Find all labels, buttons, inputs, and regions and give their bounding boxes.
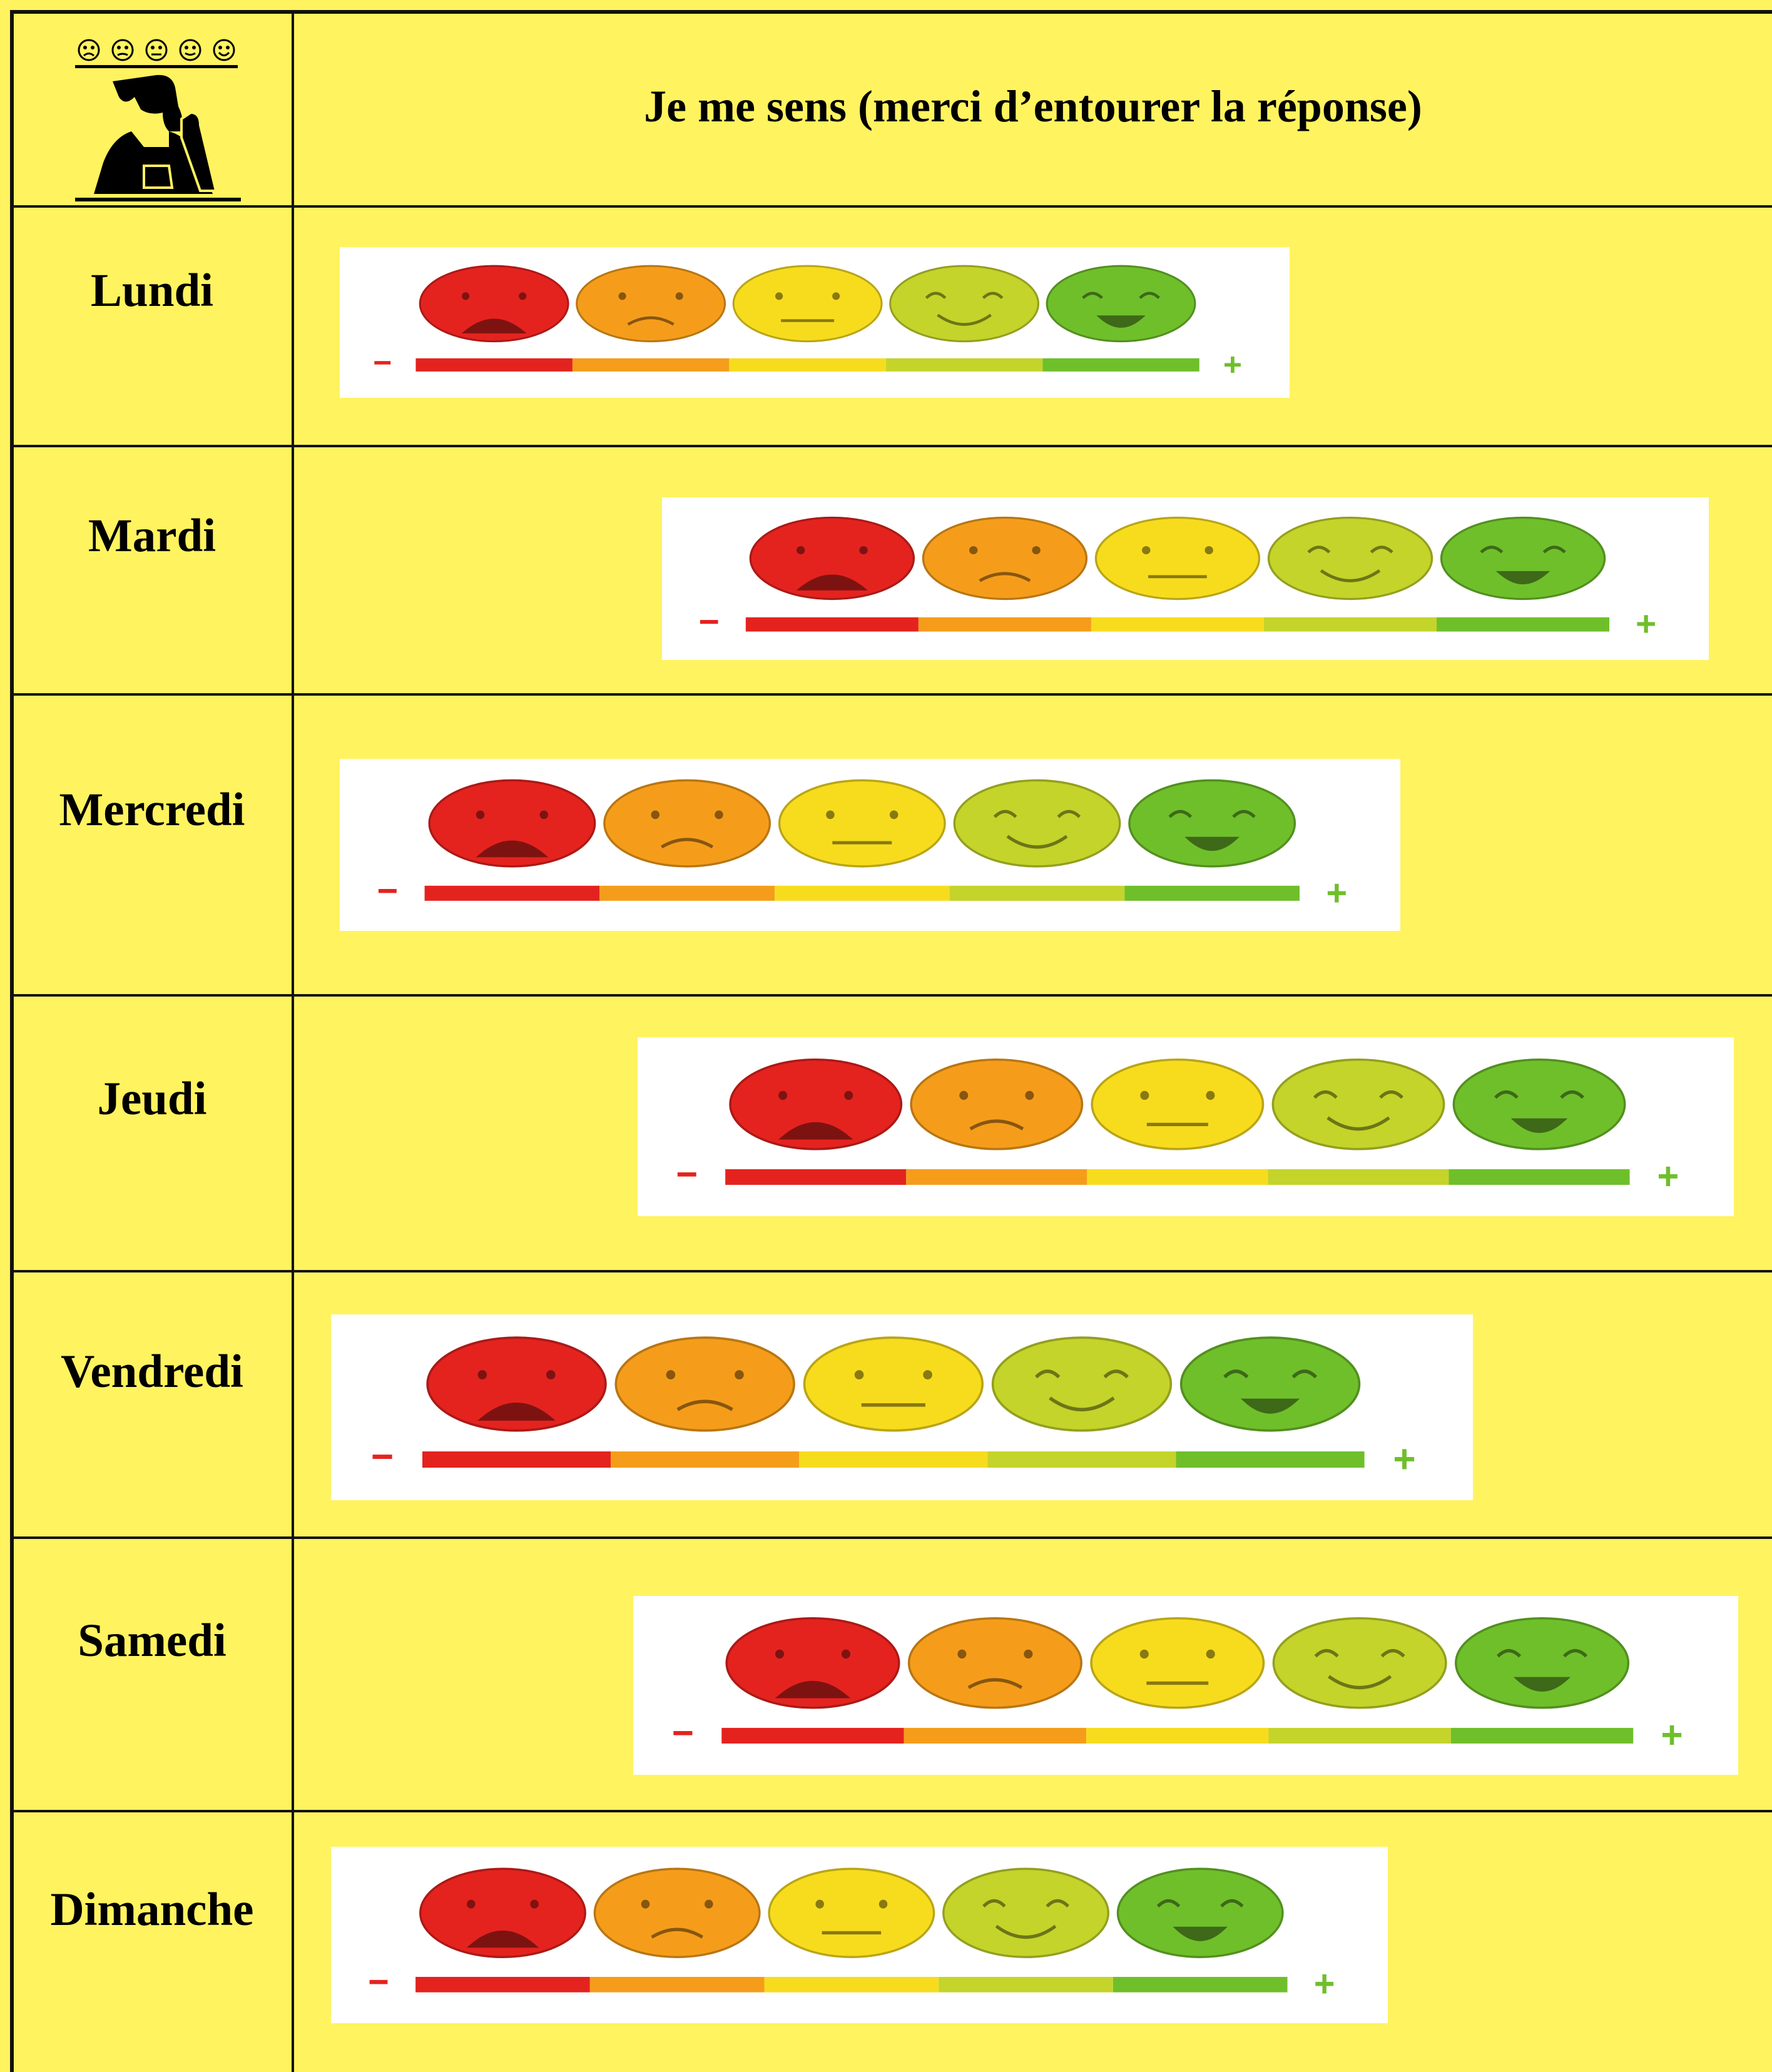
scale-bar-segment	[764, 1977, 939, 1993]
day-label-vendredi: Vendredi	[61, 1346, 243, 1398]
face-neutral-icon[interactable]	[1096, 518, 1259, 599]
scale-bar-segment	[1437, 617, 1609, 632]
table-column-divider	[292, 10, 294, 2072]
face-happy-icon[interactable]	[1269, 518, 1432, 599]
scale-bar-segment	[950, 886, 1125, 901]
scale-bar-segment	[939, 1977, 1113, 1993]
scale-bar-segment	[422, 1451, 611, 1468]
scale-bar-segment	[1091, 617, 1264, 632]
day-label-jeudi: Jeudi	[97, 1073, 207, 1125]
mood-scale-graphic	[331, 1847, 1388, 2023]
day-label-mercredi: Mercredi	[59, 784, 245, 836]
face-very-happy-icon[interactable]	[1442, 518, 1605, 599]
day-label-mardi: Mardi	[88, 510, 216, 562]
row-divider-mercredi	[10, 994, 1772, 997]
face-neutral-icon[interactable]	[1091, 1618, 1263, 1708]
face-happy-icon[interactable]	[1273, 1618, 1445, 1708]
face-neutral-icon[interactable]	[1092, 1060, 1263, 1149]
face-happy-icon[interactable]	[890, 266, 1039, 342]
face-very-sad-icon[interactable]	[429, 780, 594, 866]
scale-bar-segment	[1268, 1169, 1449, 1185]
face-neutral-icon[interactable]	[733, 266, 882, 342]
minus-sign: −	[698, 602, 720, 641]
plus-sign: +	[1661, 1713, 1683, 1757]
plus-sign: +	[1223, 346, 1242, 382]
scale-bar-segment	[987, 1451, 1176, 1468]
face-very-sad-icon[interactable]	[427, 1338, 606, 1431]
row-divider-lundi	[10, 445, 1772, 447]
scale-bar-segment	[415, 358, 572, 372]
page-title: Je me sens (merci d’entourer la réponse)	[644, 81, 1422, 131]
scale-bar-segment	[415, 1977, 590, 1993]
mood-scale-graphic	[633, 1596, 1738, 1775]
face-sad-icon[interactable]	[923, 518, 1086, 599]
plus-sign: +	[1326, 872, 1348, 913]
mood-scale-graphic	[331, 1314, 1473, 1500]
scale-bar-segment	[886, 358, 1042, 372]
row-divider-samedi	[10, 1810, 1772, 1812]
scale-bar-segment	[1087, 1169, 1268, 1185]
day-label-lundi: Lundi	[91, 265, 213, 317]
face-very-sad-icon[interactable]	[726, 1618, 899, 1708]
face-neutral-icon[interactable]	[769, 1869, 934, 1957]
mood-scale-mardi[interactable]	[662, 497, 1709, 660]
mood-scale-graphic	[340, 247, 1290, 398]
mood-scale-graphic	[662, 497, 1709, 660]
table-border-top	[10, 10, 1772, 14]
plus-sign: +	[1313, 1963, 1335, 2005]
row-divider-mardi	[10, 693, 1772, 696]
face-very-happy-icon[interactable]	[1118, 1869, 1282, 1957]
mood-scale-mercredi[interactable]	[340, 759, 1400, 931]
mood-scale-dimanche[interactable]	[331, 1847, 1388, 2023]
face-very-sad-icon[interactable]	[730, 1060, 901, 1149]
scale-bar-segment	[1268, 1728, 1450, 1744]
table-border-left	[10, 10, 14, 2072]
scale-bar-segment	[1264, 617, 1437, 632]
face-sad-icon[interactable]	[577, 266, 725, 342]
scale-bar-segment	[775, 886, 950, 901]
face-very-happy-icon[interactable]	[1454, 1060, 1624, 1149]
face-very-happy-icon[interactable]	[1456, 1618, 1628, 1708]
face-sad-icon[interactable]	[594, 1869, 759, 1957]
mood-scale-graphic	[638, 1037, 1734, 1216]
face-sad-icon[interactable]	[616, 1338, 794, 1431]
mood-scale-samedi[interactable]	[633, 1596, 1738, 1775]
scale-bar-segment	[725, 1169, 906, 1185]
face-sad-icon[interactable]	[911, 1060, 1082, 1149]
mood-scale-lundi[interactable]	[340, 247, 1290, 398]
minus-sign: −	[676, 1152, 698, 1196]
face-sad-icon[interactable]	[604, 780, 770, 866]
scale-bar-segment	[906, 1169, 1087, 1185]
day-label-dimanche: Dimanche	[50, 1884, 254, 1936]
plus-sign: +	[1657, 1155, 1679, 1198]
day-label-samedi: Samedi	[78, 1615, 227, 1667]
scale-bar-segment	[1451, 1728, 1633, 1744]
scale-bar-segment	[799, 1451, 987, 1468]
minus-sign: −	[368, 1961, 389, 2003]
face-happy-icon[interactable]	[1273, 1060, 1444, 1149]
mood-scale-graphic	[340, 759, 1400, 931]
row-divider-vendredi	[10, 1536, 1772, 1539]
scale-bar-segment	[1449, 1169, 1629, 1185]
scale-bar-segment	[729, 358, 885, 372]
face-happy-icon[interactable]	[993, 1338, 1171, 1431]
plus-sign: +	[1393, 1436, 1416, 1481]
face-neutral-icon[interactable]	[780, 780, 945, 866]
face-sad-icon[interactable]	[909, 1618, 1081, 1708]
face-very-happy-icon[interactable]	[1181, 1338, 1360, 1431]
row-divider-header	[10, 205, 1772, 208]
scale-bar-segment	[1042, 358, 1199, 372]
face-happy-icon[interactable]	[954, 780, 1119, 866]
mood-scale-vendredi[interactable]	[331, 1314, 1473, 1500]
scale-bar-segment	[599, 886, 775, 901]
minus-sign: −	[371, 1435, 394, 1479]
scale-bar-segment	[1124, 886, 1300, 901]
plus-sign: +	[1636, 604, 1657, 643]
scale-bar-segment	[904, 1728, 1086, 1744]
scale-bar-segment	[1176, 1451, 1365, 1468]
minus-sign: −	[373, 344, 392, 380]
scale-bar-segment	[746, 617, 919, 632]
face-very-sad-icon[interactable]	[750, 518, 914, 599]
scale-bar-segment	[1113, 1977, 1288, 1993]
scale-bar-segment	[919, 617, 1091, 632]
scale-bar-segment	[573, 358, 729, 372]
scale-bar-segment	[425, 886, 600, 901]
minus-sign: −	[671, 1711, 695, 1754]
scale-bar-segment	[611, 1451, 799, 1468]
person-feeling-icon	[75, 38, 244, 206]
scale-bar-segment	[721, 1728, 904, 1744]
face-very-happy-icon[interactable]	[1047, 266, 1195, 342]
face-very-sad-icon[interactable]	[420, 1869, 585, 1957]
row-divider-jeudi	[10, 1270, 1772, 1272]
scale-bar-segment	[1086, 1728, 1268, 1744]
scale-bar-segment	[590, 1977, 765, 1993]
face-happy-icon[interactable]	[944, 1869, 1108, 1957]
face-very-happy-icon[interactable]	[1129, 780, 1295, 866]
face-very-sad-icon[interactable]	[420, 266, 568, 342]
face-neutral-icon[interactable]	[804, 1338, 982, 1431]
minus-sign: −	[377, 870, 399, 912]
mood-scale-jeudi[interactable]	[638, 1037, 1734, 1216]
